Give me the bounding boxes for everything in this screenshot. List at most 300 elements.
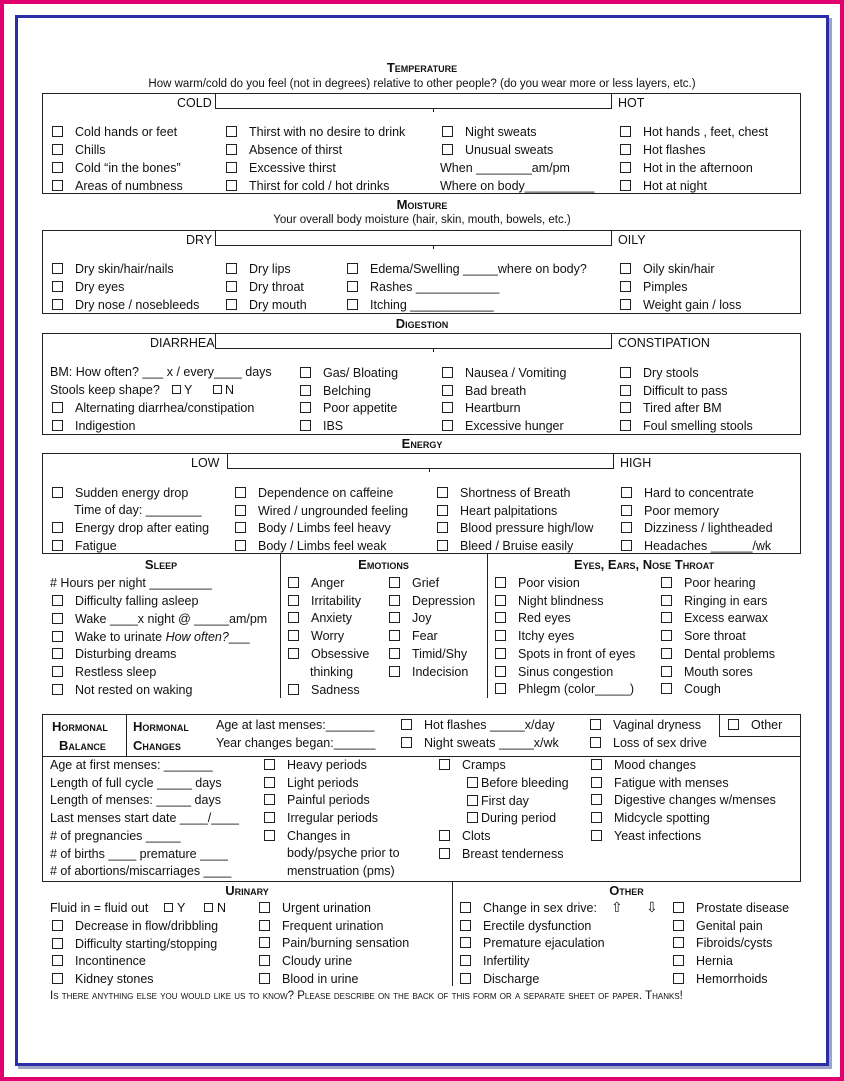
checkbox[interactable] [52,973,63,984]
checkbox[interactable] [620,180,631,191]
energy-item[interactable] [621,504,719,518]
other-item[interactable] [673,919,763,933]
checkbox[interactable] [347,263,358,274]
checkbox[interactable] [495,648,506,659]
hormonal-item[interactable] [591,811,710,825]
checkbox[interactable] [495,577,506,588]
other-item[interactable] [460,972,539,986]
urinary-item[interactable] [52,919,218,933]
checkbox[interactable] [226,299,237,310]
digestion-item[interactable] [620,384,728,398]
eyes-item[interactable] [661,576,756,590]
checkbox[interactable] [264,830,275,841]
checkbox[interactable] [226,144,237,155]
checkbox[interactable] [300,420,311,431]
checkbox[interactable] [389,612,400,623]
checkbox[interactable] [52,162,63,173]
stools-no-checkbox[interactable] [213,385,222,394]
checkbox[interactable] [259,902,270,913]
hormonal-item[interactable] [439,829,490,843]
checkbox[interactable] [439,759,450,770]
checkbox[interactable] [460,902,471,913]
checkbox[interactable] [621,540,632,551]
checkbox[interactable] [300,367,311,378]
sleep-item[interactable] [52,665,156,679]
moisture-item[interactable] [52,262,174,276]
sleep-item[interactable] [52,630,250,644]
checkbox-label: Timid/Shy [412,646,468,661]
checkbox-label: Poor memory [644,503,720,518]
emotion-item[interactable] [288,647,369,661]
rule-line [42,756,801,757]
temperature-item[interactable] [620,125,768,139]
checkbox-label: Phlegm (color_____) [518,682,635,697]
temperature-item[interactable] [226,143,342,157]
hormonal-item[interactable] [264,776,359,790]
checkbox-label: Blood in urine [282,971,359,986]
checkbox-label: Sudden energy drop [75,486,189,500]
hormonal-item[interactable] [439,758,506,772]
checkbox[interactable] [437,522,448,533]
emotion-item[interactable] [389,647,467,661]
digestion-item[interactable] [620,401,722,415]
checkbox-label: Anxiety [311,611,352,626]
checkbox-label: Infertility [483,954,530,969]
checkbox[interactable] [495,683,506,694]
hormonal-item[interactable] [590,718,701,732]
checkbox[interactable] [288,630,299,641]
energy-item[interactable] [437,539,573,553]
checkbox-label: Difficulty falling asleep [75,594,199,608]
checkbox[interactable] [673,937,684,948]
checkbox[interactable] [437,505,448,516]
energy-item[interactable] [52,539,117,553]
checkbox[interactable] [620,162,631,173]
checkbox-label: Dry nose / nosebleeds [75,298,200,312]
moisture-item[interactable] [52,298,199,312]
energy-item[interactable] [235,504,408,518]
temperature-item[interactable] [620,143,706,157]
urinary-item[interactable] [259,936,409,950]
checkbox[interactable] [620,126,631,137]
temperature-item[interactable] [226,161,336,175]
checkbox-label: Poor hearing [684,576,756,590]
checkbox[interactable] [52,522,63,533]
how-often-blank: ___ [228,630,250,644]
checkbox[interactable] [460,937,471,948]
temperature-item[interactable] [52,179,183,193]
emotion-item[interactable] [389,629,438,643]
hormonal-item[interactable] [401,736,559,750]
checkbox-label: Poor vision [518,576,580,590]
checkbox[interactable] [620,299,631,310]
energy-item[interactable] [621,539,771,553]
checkbox[interactable] [264,812,275,823]
checkbox[interactable] [226,180,237,191]
energy-item[interactable] [235,486,393,500]
hormonal-item[interactable] [264,793,370,807]
emotion-item[interactable] [389,611,431,625]
eyes-item[interactable] [495,594,603,608]
hormonal-item[interactable] [591,776,729,790]
hormonal-item[interactable] [401,718,555,732]
moisture-item[interactable] [347,298,494,312]
checkbox[interactable] [52,666,63,677]
checkbox[interactable] [259,955,270,966]
checkbox[interactable] [52,180,63,191]
digestion-item[interactable] [300,366,398,380]
checkbox[interactable] [52,299,63,310]
checkbox-label: Other [751,718,783,732]
digestion-item[interactable] [442,384,526,398]
checkbox[interactable] [52,648,63,659]
energy-item[interactable] [437,521,593,535]
emotion-item[interactable] [288,611,352,625]
emotion-item[interactable] [288,594,361,608]
temperature-item[interactable] [226,179,389,193]
checkbox[interactable] [52,402,63,413]
checkbox[interactable] [442,402,453,413]
temperature-item[interactable] [52,143,106,157]
checkbox[interactable] [401,737,412,748]
emotion-item[interactable] [389,576,439,590]
checkbox[interactable] [673,920,684,931]
checkbox[interactable] [467,777,478,788]
emotion-item[interactable] [389,665,468,679]
sleep-item[interactable] [52,647,176,661]
urinary-item[interactable] [52,937,217,951]
checkbox[interactable] [288,684,299,695]
checkbox[interactable] [226,281,237,292]
moisture-item[interactable] [347,262,587,276]
checkbox[interactable] [439,830,450,841]
eyes-item[interactable] [495,682,634,696]
hormonal-item[interactable] [728,718,782,732]
checkbox[interactable] [288,612,299,623]
checkbox[interactable] [442,367,453,378]
checkbox[interactable] [300,385,311,396]
checkbox-label: Grief [412,576,440,590]
eyes-item[interactable] [495,611,571,625]
moisture-item[interactable] [620,298,741,312]
checkbox[interactable] [621,522,632,533]
energy-item[interactable] [52,521,209,535]
checkbox[interactable] [52,920,63,931]
eyes-item[interactable] [661,629,746,643]
temperature-item[interactable] [620,161,753,175]
stools-yes-checkbox[interactable] [172,385,181,394]
urinary-item[interactable] [259,972,358,986]
checkbox[interactable] [661,683,672,694]
hormonal-changes-label: Hormonal [133,719,189,734]
moisture-item[interactable] [226,262,291,276]
other-item[interactable] [460,954,530,968]
checkbox[interactable] [590,719,601,730]
checkbox[interactable] [460,973,471,984]
checkbox[interactable] [620,385,631,396]
checkbox[interactable] [401,719,412,730]
hormonal-item[interactable] [439,847,563,861]
temperature-item[interactable] [442,125,537,139]
checkbox[interactable] [620,402,631,413]
no-label: N [225,383,235,397]
emotion-item[interactable] [288,576,344,590]
temperature-item[interactable] [620,179,707,193]
checkbox[interactable] [288,577,299,588]
checkbox[interactable] [235,505,246,516]
hormonal-sub-item[interactable] [467,776,569,790]
other-item[interactable] [460,936,605,950]
checkbox[interactable] [620,144,631,155]
fluid-no-checkbox[interactable] [204,903,213,912]
checkbox[interactable] [442,144,453,155]
hormonal-sub-item[interactable] [467,811,556,825]
hormonal-item[interactable] [264,829,350,843]
checkbox[interactable] [389,595,400,606]
energy-item[interactable] [235,521,391,535]
checkbox-label: Itchy eyes [518,629,575,644]
divider-line [487,554,488,698]
temperature-item[interactable] [52,161,181,175]
checkbox[interactable] [389,648,400,659]
divider-line [611,333,612,349]
checkbox[interactable] [52,281,63,292]
checkbox[interactable] [728,719,739,730]
checkbox[interactable] [264,777,275,788]
hormonal-sub-item[interactable] [467,794,529,808]
other-item[interactable] [460,901,597,915]
checkbox[interactable] [591,794,602,805]
eyes-item[interactable] [661,665,753,679]
eyes-item[interactable] [495,576,580,590]
checkbox-label: Heartburn [465,401,521,416]
checkbox-label: Night sweats _____x/wk [424,736,559,750]
urinary-item[interactable] [259,901,371,915]
checkbox[interactable] [52,487,63,498]
checkbox[interactable] [495,595,506,606]
hormonal-item[interactable] [591,793,776,807]
checkbox[interactable] [620,367,631,378]
temperature-item[interactable] [442,143,553,157]
checkbox[interactable] [52,263,63,274]
other-item[interactable] [673,954,733,968]
moisture-item[interactable] [347,280,499,294]
checkbox[interactable] [673,973,684,984]
checkbox-label: Headaches ______/wk [644,539,772,554]
checkbox[interactable] [226,162,237,173]
moisture-item[interactable] [620,280,687,294]
eyes-item[interactable] [495,647,635,661]
other-item[interactable] [460,919,591,933]
checkbox[interactable] [442,385,453,396]
divider-line [433,108,434,112]
checkbox[interactable] [52,595,63,606]
checkbox[interactable] [259,920,270,931]
checkbox[interactable] [264,759,275,770]
checkbox[interactable] [52,955,63,966]
checkbox[interactable] [661,612,672,623]
checkbox[interactable] [389,577,400,588]
checkbox-label: Anger [311,576,345,590]
checkbox[interactable] [52,938,63,949]
checkbox[interactable] [673,955,684,966]
other-item[interactable] [673,972,768,986]
checkbox[interactable] [442,126,453,137]
hormonal-item[interactable] [264,811,378,825]
checkbox[interactable] [442,420,453,431]
digestion-item[interactable] [442,419,564,433]
checkbox[interactable] [300,402,311,413]
checkbox[interactable] [495,612,506,623]
digestion-item[interactable] [442,401,521,415]
checkbox[interactable] [259,973,270,984]
checkbox-label: Cramps [462,758,506,772]
sleep-item[interactable] [52,594,198,608]
urinary-item[interactable] [52,972,154,986]
checkbox[interactable] [620,420,631,431]
checkbox[interactable] [347,281,358,292]
other-item[interactable] [673,901,789,915]
checkbox[interactable] [591,777,602,788]
checkbox[interactable] [389,630,400,641]
energy-item[interactable] [235,539,387,553]
digestion-item[interactable] [300,419,343,433]
digestion-item[interactable] [620,366,699,380]
checkbox[interactable] [52,631,63,642]
scale-label-oily: OILY [618,233,646,247]
urinary-item[interactable] [259,919,383,933]
checkbox[interactable] [620,281,631,292]
hormonal-field: # of abortions/miscarriages ____ [50,864,232,879]
digestion-item[interactable] [442,366,566,380]
checkbox[interactable] [661,630,672,641]
moisture-item[interactable] [226,298,307,312]
checkbox-label: Clots [462,829,491,843]
eyes-item[interactable] [495,665,613,679]
checkbox[interactable] [437,540,448,551]
fluid-yes-checkbox[interactable] [164,903,173,912]
hormonal-item[interactable] [591,829,701,843]
checkbox[interactable] [52,613,63,624]
moisture-item[interactable] [620,262,715,276]
checkbox[interactable] [226,263,237,274]
checkbox[interactable] [439,848,450,859]
checkbox[interactable] [288,595,299,606]
section-subtitle-temperature: How warm/cold do you feel (not in degrees) relative to other people? (do you wear more or less layers, etc.) [148,78,696,90]
checkbox[interactable] [437,487,448,498]
digestion-item[interactable] [52,419,135,433]
digestion-item[interactable] [620,419,753,433]
sleep-item[interactable] [52,612,267,626]
moisture-item[interactable] [52,280,124,294]
checkbox-label: Shortness of Breath [460,486,571,500]
checkbox-label: Belching [323,383,371,398]
checkbox[interactable] [621,505,632,516]
checkbox-label: Indigestion [75,419,136,433]
checkbox[interactable] [460,955,471,966]
checkbox[interactable] [52,144,63,155]
checkbox[interactable] [347,299,358,310]
checkbox-label: Hernia [696,954,733,969]
checkbox[interactable] [661,666,672,677]
checkbox[interactable] [460,920,471,931]
bm-frequency: BM: How often? ___ x / every____ days [50,365,272,379]
checkbox[interactable] [621,487,632,498]
checkbox[interactable] [591,812,602,823]
digestion-item[interactable] [300,401,397,415]
temperature-item[interactable] [226,125,405,139]
urinary-item[interactable] [52,954,146,968]
eyes-item[interactable] [661,647,775,661]
checkbox[interactable] [590,737,601,748]
checkbox[interactable] [389,666,400,677]
emotion-item[interactable] [389,594,475,608]
checkbox[interactable] [235,487,246,498]
urinary-item[interactable] [259,954,352,968]
energy-item[interactable] [52,486,188,500]
checkbox[interactable] [264,794,275,805]
footer-note: Is there anything else you would like us to know? Please describe on the back of this form or a separate sheet of paper. Thanks! [50,990,683,1002]
checkbox-label: Irritability [311,593,362,608]
energy-item[interactable] [621,521,773,535]
checkbox[interactable] [495,630,506,641]
temperature-item[interactable] [52,125,177,139]
moisture-item[interactable] [226,280,304,294]
checkbox-label: Cough [684,682,721,697]
checkbox[interactable] [620,263,631,274]
checkbox[interactable] [235,522,246,533]
checkbox[interactable] [288,648,299,659]
checkbox[interactable] [52,420,63,431]
checkbox[interactable] [661,595,672,606]
checkbox[interactable] [52,540,63,551]
checkbox[interactable] [52,126,63,137]
checkbox[interactable] [661,577,672,588]
hormonal-item[interactable] [590,736,707,750]
checkbox[interactable] [673,902,684,913]
digestion-item[interactable] [52,401,254,415]
checkbox[interactable] [591,759,602,770]
hormonal-item[interactable] [591,758,696,772]
divider-line [433,348,434,352]
checkbox[interactable] [467,795,478,806]
checkbox[interactable] [467,812,478,823]
eyes-item[interactable] [661,682,721,696]
checkbox[interactable] [226,126,237,137]
emotion-item[interactable] [288,629,344,643]
hormonal-text: menstruation (pms) [287,864,395,878]
checkbox[interactable] [495,666,506,677]
emotion-item[interactable] [288,683,360,697]
eyes-item[interactable] [661,594,767,608]
energy-item[interactable] [621,486,754,500]
checkbox[interactable] [235,540,246,551]
checkbox[interactable] [52,684,63,695]
digestion-item[interactable] [300,384,371,398]
other-item[interactable] [673,936,772,950]
eyes-item[interactable] [661,611,768,625]
checkbox[interactable] [661,648,672,659]
hormonal-item[interactable] [264,758,367,772]
checkbox-label: Vaginal dryness [613,718,702,732]
eyes-item[interactable] [495,629,574,643]
checkbox[interactable] [259,937,270,948]
checkbox[interactable] [591,830,602,841]
sleep-item[interactable] [52,683,192,697]
energy-item[interactable] [437,486,570,500]
scale-label-constipation: CONSTIPATION [618,336,710,350]
energy-item[interactable] [437,504,557,518]
